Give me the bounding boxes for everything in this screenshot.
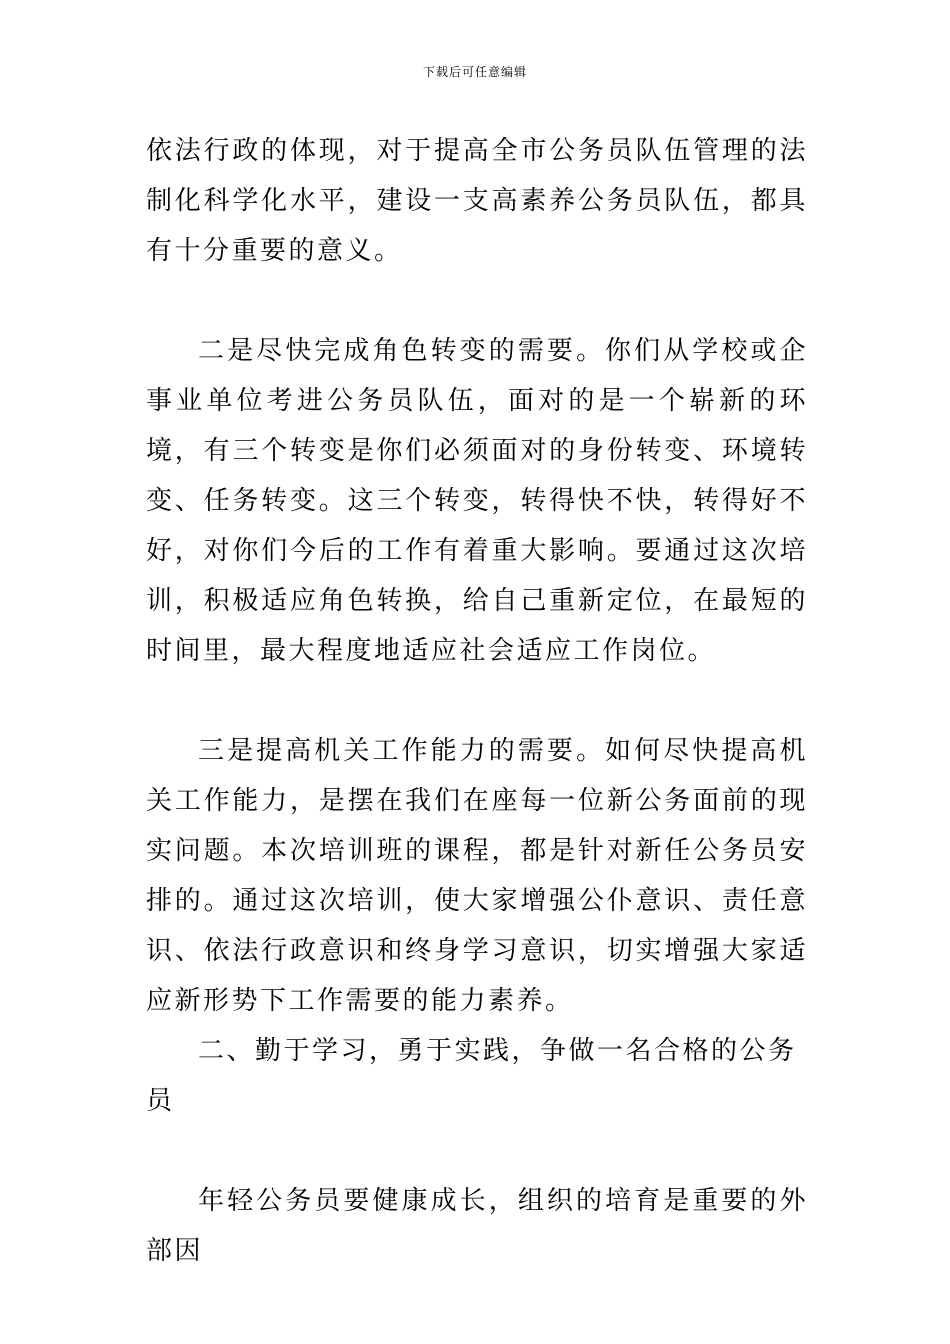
paragraph-work-ability: 三是提高机关工作能力的需要。如何尽快提高机关工作能力，是摆在我们在座每一位新公务面前的现实问题。本次培训班的课程，都是针对新任公务员安排的。通过这次培训，使大家增强公仆意识、责任意识、依法行政意识和终身学习意识，切实增强大家适应新形势下工作需要的能力素养。 bbox=[146, 736, 808, 1016]
paragraph-role-transition: 二是尽快完成角色转变的需要。你们从学校或企事业单位考进公务员队伍，面对的是一个崭新的环境，有三个转变是你们必须面对的身份转变、环境转变、任务转变。这三个转变，转得快不快，转得好不好，对你们今后的工作有着重大影响。要通过这次培训，积极适应角色转换，给自己重新定位，在最短的时间里，最大程度地适应社会适应工作岗位。 bbox=[146, 336, 808, 666]
paragraph-growth: 年轻公务员要健康成长，组织的培育是重要的外部因 bbox=[146, 1186, 808, 1266]
page-header: 下载后可任意编辑 bbox=[422, 65, 527, 79]
section-heading: 二、勤于学习，勇于实践，争做一名合格的公务员 bbox=[146, 1036, 797, 1116]
paragraph-continuation: 依法行政的体现，对于提高全市公务员队伍管理的法制化科学化水平，建设一支高素养公务员队伍，都具有十分重要的意义。 bbox=[146, 136, 808, 266]
document-body bbox=[146, 126, 808, 1276]
